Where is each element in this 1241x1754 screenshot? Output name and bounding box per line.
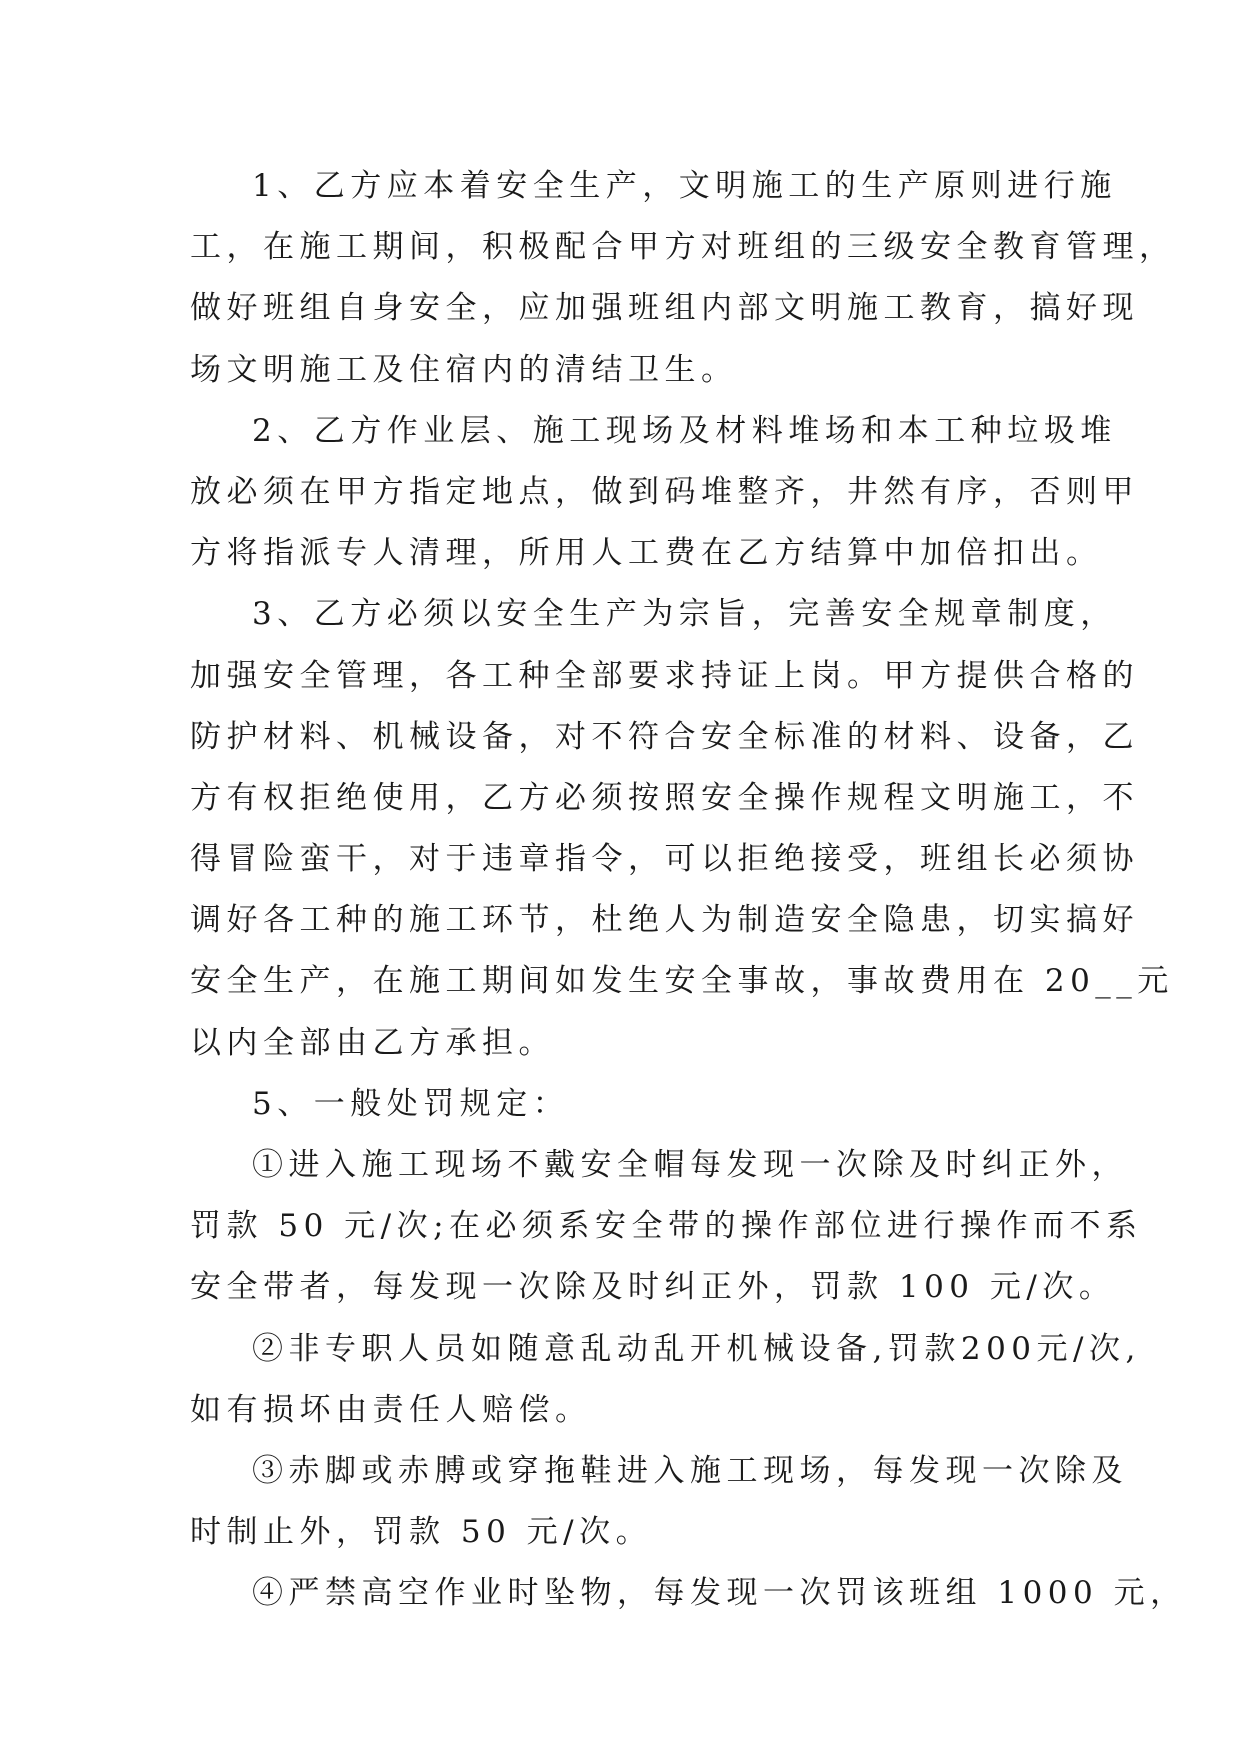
rule-1-line-3: 安全带者，每发现一次除及时纠正外，罚款 100 元/次。 xyxy=(190,1269,1116,1306)
rule-4-line-1: ④严禁高空作业时坠物，每发现一次罚该班组 1000 元， xyxy=(252,1575,1187,1612)
paragraph-1-line-2: 工，在施工期间，积极配合甲方对班组的三级安全教育管理， xyxy=(190,229,1176,266)
rule-2-line-2: 如有损坏由责任人赔偿。 xyxy=(190,1391,592,1428)
paragraph-3-line-6: 调好各工种的施工环节，杜绝人为制造安全隐患，切实搞好 xyxy=(190,902,1139,939)
rule-3-line-2: 时制止外，罚款 50 元/次。 xyxy=(190,1514,653,1551)
paragraph-3-line-8: 以内全部由乙方承担。 xyxy=(190,1024,555,1061)
rule-2-line-1: ②非专职人员如随意乱动乱开机械设备,罚款200元/次, xyxy=(252,1330,1141,1367)
paragraph-2-line-3: 方将指派专人清理，所用人工费在乙方结算中加倍扣出。 xyxy=(190,535,1103,572)
paragraph-2-line-1: 2、乙方作业层、施工现场及材料堆场和本工种垃圾堆 xyxy=(252,412,1117,449)
paragraph-3-line-4: 方有权拒绝使用，乙方必须按照安全操作规程文明施工，不 xyxy=(190,779,1139,816)
document-body xyxy=(190,156,1187,1625)
rule-3-line-1: ③赤脚或赤膊或穿拖鞋进入施工现场，每发现一次除及 xyxy=(252,1452,1128,1489)
paragraph-3-line-2: 加强安全管理，各工种全部要求持证上岗。甲方提供合格的 xyxy=(190,657,1139,694)
paragraph-3-line-5: 得冒险蛮干，对于违章指令，可以拒绝接受，班组长必须协 xyxy=(190,841,1139,878)
paragraph-1-line-3: 做好班组自身安全，应加强班组内部文明施工教育，搞好现 xyxy=(190,290,1139,327)
paragraph-2-line-2: 放必须在甲方指定地点，做到码堆整齐，井然有序，否则甲 xyxy=(190,473,1139,510)
paragraph-3-line-3: 防护材料、机械设备，对不符合安全标准的材料、设备，乙 xyxy=(190,718,1139,755)
paragraph-1-line-4: 场文明施工及住宿内的清结卫生。 xyxy=(190,351,738,388)
paragraph-3-line-1: 3、乙方必须以安全生产为宗旨，完善安全规章制度， xyxy=(252,596,1117,633)
rule-1-line-1: ①进入施工现场不戴安全帽每发现一次除及时纠正外， xyxy=(252,1147,1128,1183)
section-5-heading: 5、一般处罚规定： xyxy=(252,1085,570,1122)
rule-1-line-2: 罚款 50 元/次;在必须系安全带的操作部位进行操作而不系 xyxy=(190,1208,1143,1245)
paragraph-3-line-7: 安全生产，在施工期间如发生安全事故，事故费用在 20__元 xyxy=(190,963,1174,1000)
paragraph-1-line-1: 1、乙方应本着安全生产，文明施工的生产原则进行施 xyxy=(252,168,1117,204)
